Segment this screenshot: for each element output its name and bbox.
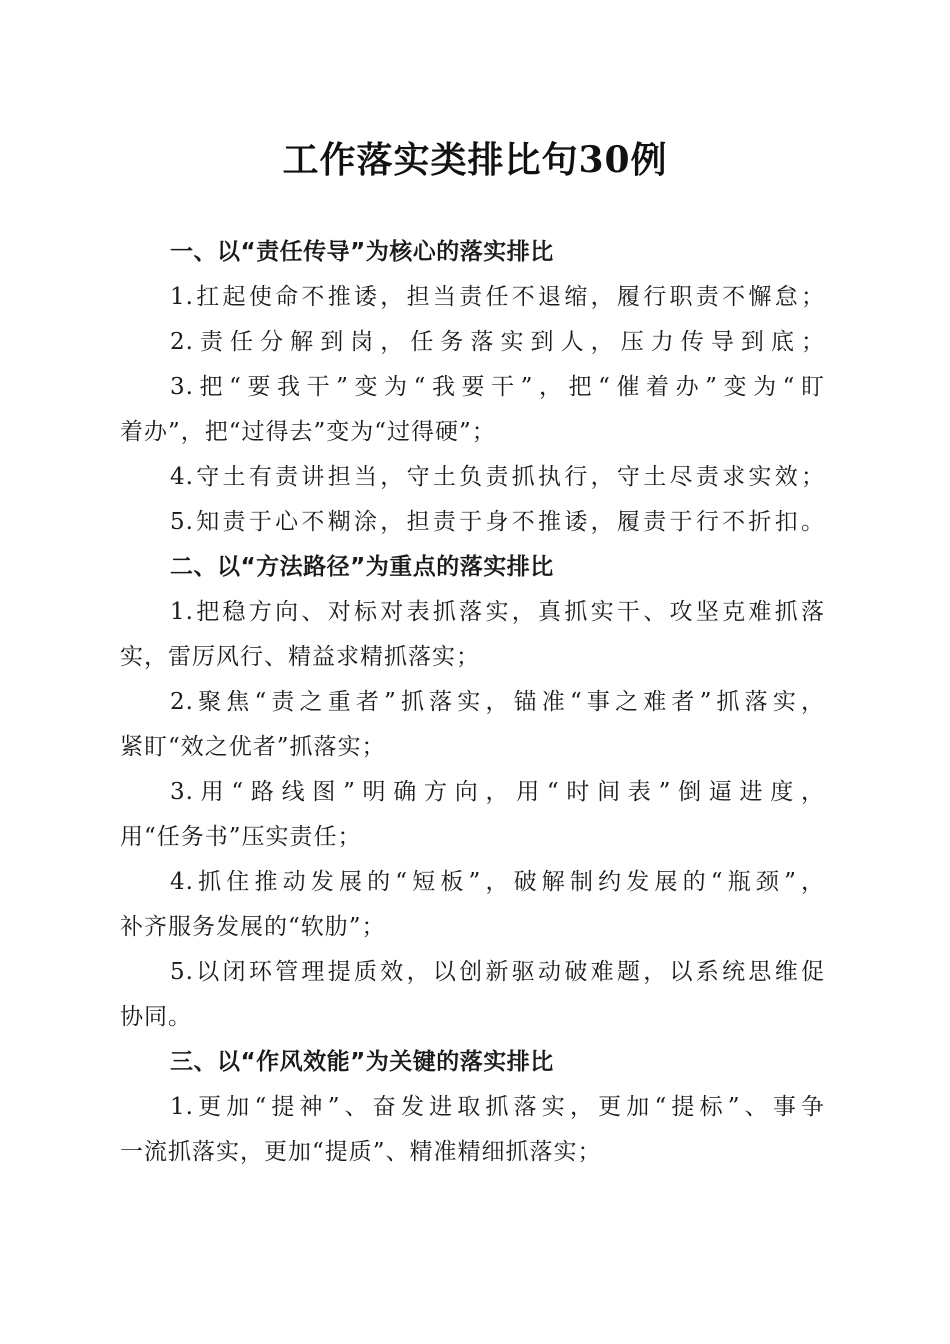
document-body	[120, 230, 825, 1175]
paragraph-line: 1.把稳方向、对标对表抓落实，真抓实干、攻坚克难抓落	[170, 599, 825, 625]
paragraph-line: 紧盯“效之优者”抓落实；	[120, 734, 386, 760]
paragraph-line: 1.更加“提神”、奋发进取抓落实，更加“提标”、事争	[170, 1094, 825, 1120]
paragraph-line: 5.知责于心不糊涂，担责于身不推诿，履责于行不折扣。	[170, 509, 825, 535]
section-heading: 三、以“作风效能”为关键的落实排比	[170, 1049, 554, 1075]
paragraph-line: 2.聚焦“责之重者”抓落实，锚准“事之难者”抓落实，	[170, 689, 825, 715]
document-title: 工作落实类排比句30例	[282, 139, 668, 181]
paragraph-line: 补齐服务发展的“软肋”；	[120, 914, 386, 940]
paragraph-line: 2.责任分解到岗，任务落实到人，压力传导到底；	[170, 329, 825, 355]
paragraph-line: 3.用“路线图”明确方向，用“时间表”倒逼进度，	[170, 779, 825, 805]
paragraph-line: 一流抓落实，更加“提质”、精准精细抓落实；	[120, 1139, 602, 1165]
paragraph-line: 实，雷厉风行、精益求精抓落实；	[120, 644, 480, 670]
paragraph-line: 3.把“要我干”变为“我要干”，把“催着办”变为“盯	[170, 374, 825, 400]
paragraph-line: 协同。	[120, 1004, 192, 1030]
section-heading: 二、以“方法路径”为重点的落实排比	[170, 554, 554, 580]
paragraph-line: 用“任务书”压实责任；	[120, 824, 362, 850]
paragraph-line: 着办”，把“过得去”变为“过得硬”；	[120, 419, 496, 445]
section-heading: 一、以“责任传导”为核心的落实排比	[170, 239, 554, 265]
paragraph-line: 1.扛起使命不推诿，担当责任不退缩，履行职责不懈怠；	[170, 284, 825, 310]
paragraph-line: 4.守土有责讲担当，守土负责抓执行，守土尽责求实效；	[170, 464, 825, 490]
paragraph-line: 4.抓住推动发展的“短板”，破解制约发展的“瓶颈”，	[170, 869, 825, 895]
paragraph-line: 5.以闭环管理提质效，以创新驱动破难题，以系统思维促	[170, 959, 825, 985]
